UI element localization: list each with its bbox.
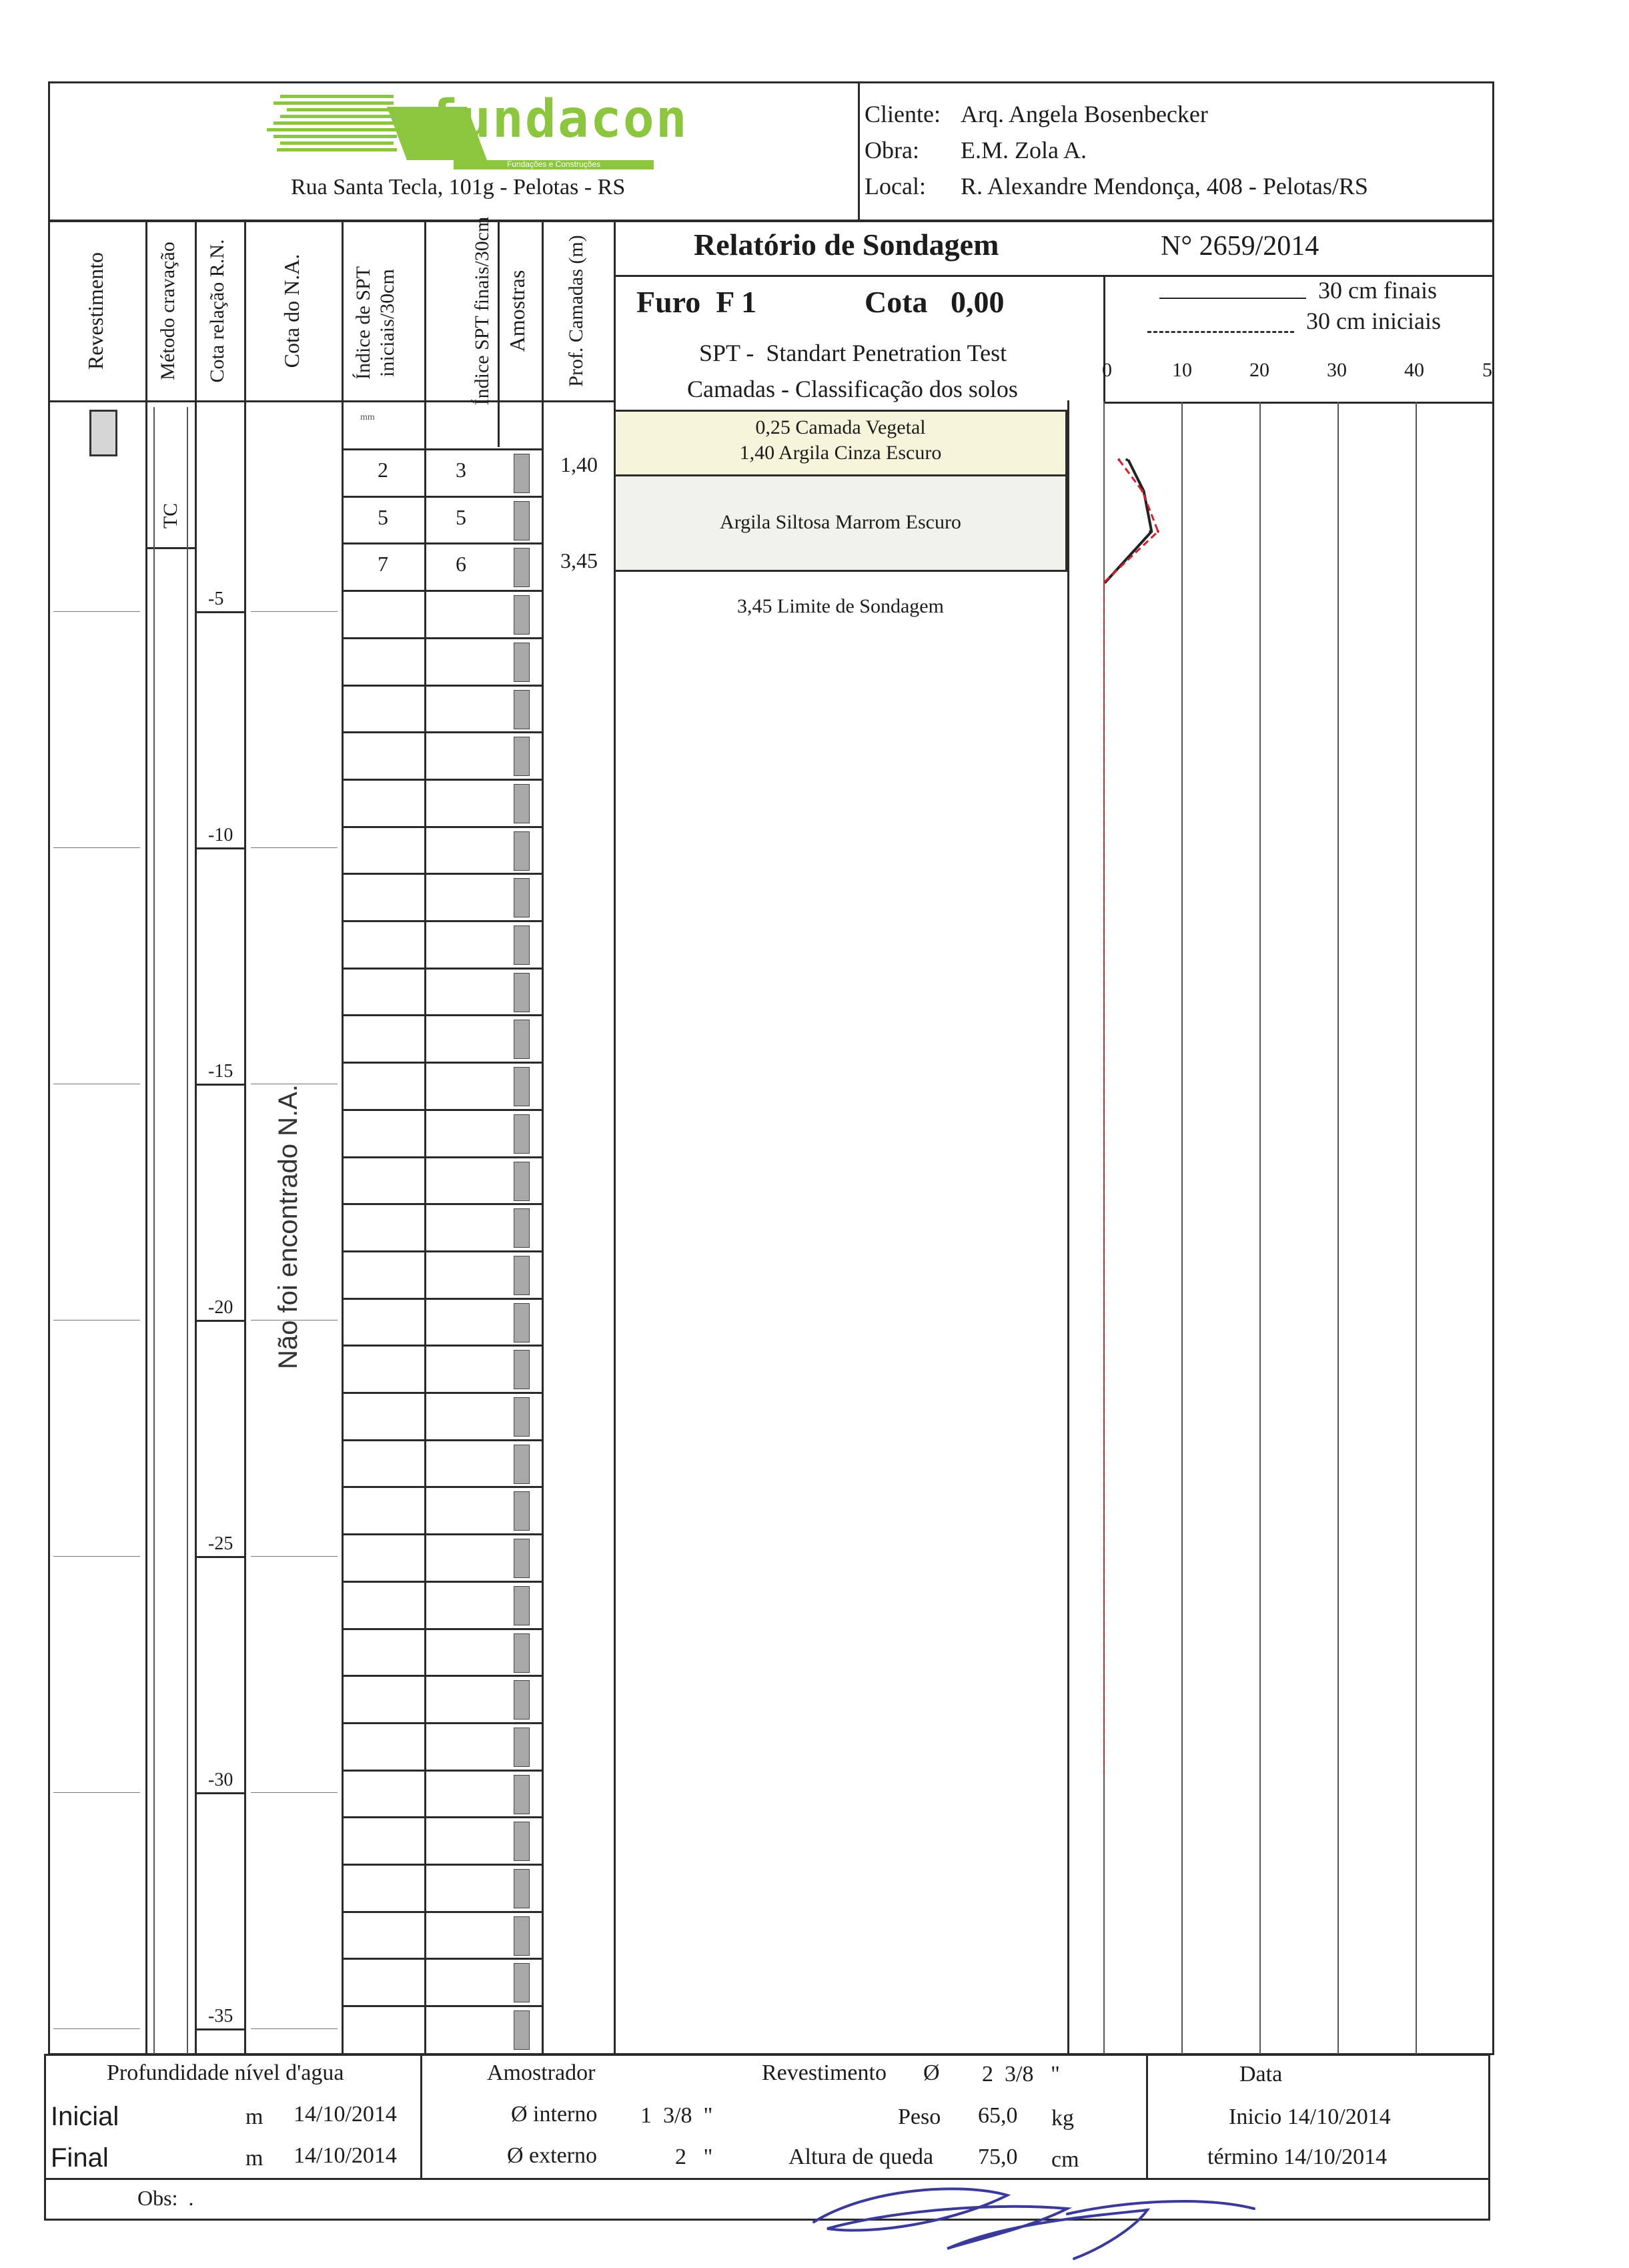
spt-finais-value: 6	[456, 552, 466, 576]
rn-tick	[195, 1084, 244, 1086]
report-title: Relatório de Sondagem	[694, 228, 999, 262]
rn-guide	[53, 1556, 140, 1557]
legend-iniciais: 30 cm iniciais	[1306, 308, 1441, 334]
spt-row-line	[342, 1250, 542, 1252]
amostra-sample	[514, 1397, 530, 1437]
spt-row-line	[342, 1345, 542, 1347]
amostra-sample	[514, 1445, 530, 1484]
spt-row-line	[342, 873, 542, 875]
rn-tick	[195, 1556, 244, 1558]
layer-2-label: Argila Siltosa Marrom Escuro	[720, 511, 961, 533]
spt-row-line	[342, 1062, 542, 1064]
revestimento-symbol: Ø	[923, 2060, 940, 2085]
report-number: N° 2659/2014	[1161, 231, 1319, 262]
amostra-sample	[514, 1586, 530, 1625]
rn-guide	[251, 847, 338, 848]
rn-guide	[53, 1792, 140, 1793]
rn-depth-label: -35	[208, 2006, 233, 2026]
spt-row-line	[342, 637, 542, 639]
amostra-sample	[514, 501, 530, 540]
spt-row-line	[342, 1439, 542, 1441]
mm-mark: mm	[360, 412, 375, 422]
spt-row-line	[342, 542, 542, 544]
col-header-cota-na: Cota do N.A.	[280, 254, 304, 368]
rn-tick	[195, 1792, 244, 1794]
legend-dashed-line	[1147, 331, 1294, 333]
rn-guide	[251, 2028, 338, 2029]
spt-row-line	[342, 1722, 542, 1724]
spt-row-line	[342, 1770, 542, 1772]
rn-tick	[195, 1320, 244, 1322]
amostra-sample	[514, 1728, 530, 1767]
amostra-sample	[514, 973, 530, 1012]
rn-depth-label: -10	[208, 825, 233, 845]
spt-row-line	[342, 1486, 542, 1488]
interno-label: Ø interno	[511, 2102, 598, 2127]
spt-row-line	[342, 1156, 542, 1158]
altura-value: 75,0	[978, 2145, 1018, 2169]
spt-row-line	[342, 1958, 542, 1960]
spt-row-line	[342, 1298, 542, 1300]
rn-depth-label: -30	[208, 1770, 233, 1790]
spt-row-line	[342, 1911, 542, 1913]
signature-scribble	[787, 2149, 1267, 2262]
water-level-title: Profundidade nível d'agua	[107, 2060, 344, 2085]
amostra-sample	[514, 878, 530, 917]
amostra-sample	[514, 1680, 530, 1720]
amostra-sample	[514, 1822, 530, 1861]
method-tc: TC	[159, 502, 181, 529]
col-header-revestimento: Revestimento	[83, 252, 107, 370]
spt-row-line	[342, 1109, 542, 1111]
inicial-label: Inicial	[51, 2102, 119, 2131]
amostra-sample	[514, 595, 530, 635]
amostra-sample	[514, 1020, 530, 1059]
col-header-amostras: Amostras	[505, 270, 529, 352]
rn-tick	[195, 847, 244, 849]
company-logo	[267, 89, 688, 173]
amostra-sample	[514, 831, 530, 871]
logo-wordmark: fundacon	[427, 89, 688, 149]
rn-guide	[251, 611, 338, 612]
data-title: Data	[1239, 2062, 1283, 2087]
cota-label: Cota 0,00	[865, 285, 1005, 319]
rn-guide	[53, 2028, 140, 2029]
amostra-sample	[514, 1963, 530, 2002]
peso-value: 65,0	[978, 2103, 1018, 2128]
obs-label: Obs: .	[137, 2186, 194, 2210]
spt-row-line	[342, 685, 542, 687]
rn-depth-label: -20	[208, 1297, 233, 1318]
revestimento-value: 2 3/8 "	[982, 2062, 1060, 2087]
spt-finais-value: 3	[456, 458, 466, 482]
col-header-spt-finais: Índice SPT finais/30cm	[471, 216, 493, 406]
rn-depth-label: -15	[208, 1061, 233, 1082]
spt-row-line	[342, 1533, 542, 1535]
legend-finais: 30 cm finais	[1318, 277, 1437, 304]
amostra-sample	[514, 2010, 530, 2050]
chart-point	[1157, 530, 1159, 533]
scale-50: 5	[1482, 359, 1492, 381]
col-header-cota-rn: Cota relação R.N.	[206, 239, 228, 383]
spt-row-line	[342, 731, 542, 733]
amostra-sample	[514, 1491, 530, 1531]
spt-row-line	[342, 496, 542, 498]
spt-row-line	[342, 2005, 542, 2007]
scale-0: 0	[1102, 359, 1112, 381]
spt-chart	[1103, 402, 1494, 2055]
rn-guide	[53, 611, 140, 612]
local-label: Local:	[865, 173, 926, 200]
company-address: Rua Santa Tecla, 101g - Pelotas - RS	[291, 175, 626, 200]
revestimento-label: Revestimento	[762, 2060, 887, 2085]
local-value: R. Alexandre Mendonça, 408 - Pelotas/RS	[961, 173, 1368, 200]
interno-value: 1 3/8 "	[640, 2103, 713, 2128]
spt-row-line	[342, 1675, 542, 1677]
obra-value: E.M. Zola A.	[961, 137, 1087, 163]
chart-series-iniciais	[1103, 460, 1158, 1773]
rn-tick	[195, 2028, 244, 2030]
amostra-sample	[514, 1162, 530, 1201]
amostra-sample	[514, 454, 530, 493]
header-box	[48, 81, 1494, 222]
amostra-sample	[514, 784, 530, 823]
amostra-sample	[514, 925, 530, 965]
altura-label: Altura de queda	[788, 2145, 934, 2169]
layer-1-line1: 0,25 Camada Vegetal	[755, 416, 926, 438]
inicio-date: Inicio 14/10/2014	[1229, 2105, 1391, 2129]
rn-depth-label: -5	[208, 589, 224, 609]
col-header-prof-camadas: Prof. Camadas (m)	[565, 235, 587, 387]
cliente-label: Cliente:	[865, 101, 941, 127]
spt-iniciais-value: 2	[378, 458, 388, 482]
spt-row-line	[342, 968, 542, 970]
scale-10: 10	[1172, 359, 1192, 381]
spt-row-line	[342, 1628, 542, 1630]
cliente-value: Arq. Angela Bosenbecker	[961, 101, 1208, 127]
amostra-sample	[514, 1208, 530, 1248]
inicial-date: 14/10/2014	[294, 2102, 397, 2127]
chart-point	[1149, 530, 1151, 533]
amostrador-title: Amostrador	[487, 2060, 596, 2085]
peso-label: Peso	[898, 2105, 941, 2129]
chart-series-finais	[1105, 460, 1151, 583]
rn-tick	[195, 611, 244, 613]
logo-tagline: Fundações e Construções	[506, 159, 601, 169]
obra-label: Obra:	[865, 137, 919, 163]
layer-depth-2: 3,45	[560, 548, 598, 573]
spt-row-line	[342, 1014, 542, 1016]
spt-iniciais-value: 7	[378, 552, 388, 576]
amostra-sample	[514, 690, 530, 729]
amostra-sample	[514, 1303, 530, 1343]
spt-row-line	[342, 590, 542, 592]
spt-row-line	[342, 826, 542, 828]
amostra-sample	[514, 1114, 530, 1154]
externo-value: 2 "	[675, 2145, 713, 2169]
col-header-metodo: Método cravação	[157, 242, 179, 380]
rn-guide	[251, 1792, 338, 1793]
amostra-sample	[514, 1256, 530, 1295]
chart-point	[1117, 458, 1120, 461]
spt-row-line	[342, 779, 542, 781]
furo-label: Furo F 1	[636, 285, 757, 319]
spt-row-line	[342, 920, 542, 922]
scale-40: 40	[1404, 359, 1424, 381]
spt-row-line	[342, 1203, 542, 1205]
layer-1-line2: 1,40 Argila Cinza Escuro	[739, 442, 942, 464]
final-date: 14/10/2014	[294, 2143, 397, 2168]
amostra-sample	[514, 1067, 530, 1106]
chart-point	[1125, 458, 1128, 461]
na-not-found: Não foi encontrado N.A.	[274, 1084, 303, 1369]
altura-unit: cm	[1051, 2147, 1079, 2172]
amostra-sample	[514, 737, 530, 776]
externo-label: Ø externo	[507, 2143, 598, 2168]
spt-row-line	[342, 1392, 542, 1394]
amostra-sample	[514, 1633, 530, 1673]
amostra-sample	[514, 1869, 530, 1908]
amostra-sample	[514, 1916, 530, 1956]
spt-row-line	[342, 1864, 542, 1866]
inicial-unit: m	[245, 2105, 263, 2129]
final-unit: m	[245, 2146, 263, 2171]
spt-row-line	[342, 1581, 542, 1583]
scale-30: 30	[1327, 359, 1347, 381]
spt-finais-value: 5	[456, 505, 466, 529]
amostra-sample	[514, 548, 530, 587]
spt-row-line	[342, 1816, 542, 1818]
amostra-sample	[514, 1350, 530, 1389]
layer-depth-1: 1,40	[560, 452, 598, 476]
legend-solid-line	[1159, 298, 1306, 299]
spt-iniciais-value: 5	[378, 505, 388, 529]
amostra-sample	[514, 1775, 530, 1814]
peso-unit: kg	[1051, 2106, 1074, 2131]
rn-depth-label: -25	[208, 1533, 233, 1554]
col-header-spt-iniciais: Índice de SPT iniciais/30cm	[352, 266, 398, 380]
limit-label: 3,45 Limite de Sondagem	[737, 595, 944, 617]
chart-point	[1103, 1772, 1105, 1774]
final-label: Final	[51, 2143, 109, 2173]
termino-date: término 14/10/2014	[1207, 2145, 1388, 2169]
chart-point	[1141, 490, 1144, 492]
amostra-sample	[514, 1539, 530, 1578]
spt-row-line	[342, 448, 542, 450]
rn-guide	[251, 1556, 338, 1557]
rn-guide	[53, 847, 140, 848]
scale-20: 20	[1249, 359, 1269, 381]
camadas-description: Camadas - Classificação dos solos	[687, 376, 1018, 402]
revestimento-marker	[89, 410, 117, 456]
amostra-sample	[514, 643, 530, 682]
spt-description: SPT - Standart Penetration Test	[699, 340, 1007, 366]
